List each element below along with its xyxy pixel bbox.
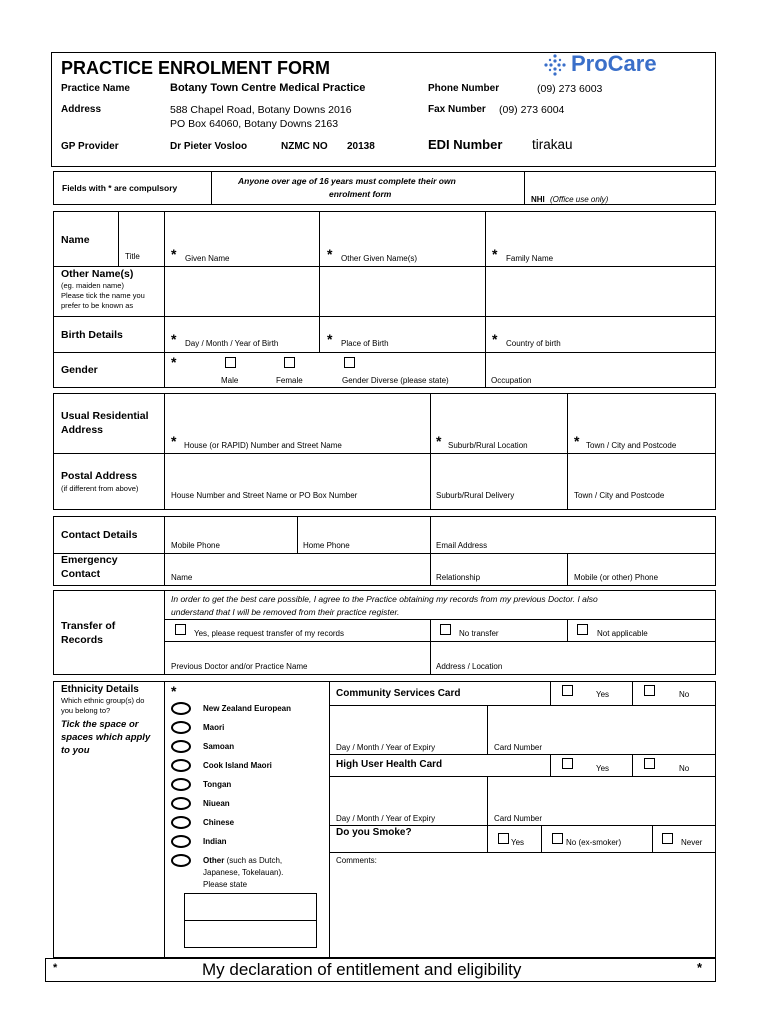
other-names-note1: (eg. maiden name) [61, 281, 124, 290]
divider [118, 211, 119, 266]
house-caption: House (or RAPID) Number and Street Name [184, 441, 342, 450]
address-line2: PO Box 64060, Botany Downs 2163 [170, 118, 339, 130]
other-names-note2: Please tick the name you [61, 291, 145, 300]
divider [524, 171, 525, 205]
birth-details-label: Birth Details [61, 329, 123, 341]
gender-label: Gender [61, 364, 98, 376]
csc-yes-checkbox[interactable] [562, 685, 573, 696]
divider [164, 516, 165, 586]
divider [567, 553, 568, 586]
divider [487, 705, 488, 754]
divider [53, 553, 716, 554]
smoke-never-caption: Never [681, 838, 703, 847]
hu-yes-caption: Yes [596, 764, 610, 773]
transfer-na-checkbox[interactable] [577, 624, 588, 635]
occupation-caption: Occupation [491, 376, 532, 385]
email-caption: Email Address [436, 541, 488, 550]
gp-name: Dr Pieter Vosloo [170, 141, 248, 152]
smoke-no-caption: No (ex-smoker) [566, 838, 622, 847]
csc-label: Community Services Card [336, 688, 461, 699]
ethnicity-option-label: Niuean [203, 799, 230, 808]
divider [550, 754, 551, 776]
ethnicity-tick-line2: spaces which apply [61, 732, 151, 743]
town-caption: Town / City and Postcode [586, 441, 677, 450]
declaration-title: My declaration of entitlement and eligibility [202, 960, 522, 979]
residential-label2: Address [61, 424, 104, 436]
ethnicity-other-word: Other [203, 856, 225, 865]
comments-caption: Comments: [336, 856, 377, 865]
ethnicity-option-radio[interactable] [171, 835, 191, 848]
transfer-yes-caption: Yes, please request transfer of my records [194, 629, 344, 638]
transfer-no-checkbox[interactable] [440, 624, 451, 635]
emergency-label1: Emergency [61, 554, 118, 566]
comments-area[interactable] [330, 865, 715, 957]
asterisk-cob: * [492, 331, 498, 347]
ethnicity-option-radio[interactable] [171, 759, 191, 772]
ethnicity-tick-line3: to you [61, 745, 90, 756]
suburb-caption: Suburb/Rural Location [448, 441, 528, 450]
divider [329, 852, 716, 853]
postal-label: Postal Address [61, 470, 138, 482]
csc-no-caption: No [679, 690, 690, 699]
name-section [53, 211, 716, 388]
postal-town-caption: Town / City and Postcode [574, 491, 665, 500]
csc-card-number-caption: Card Number [494, 743, 543, 752]
asterisk-pob: * [327, 331, 333, 347]
transfer-na-caption: Not applicable [597, 629, 648, 638]
divider [329, 776, 716, 777]
gp-label: GP Provider [61, 141, 119, 152]
residential-label1: Usual Residential [61, 410, 149, 422]
hu-label: High User Health Card [336, 759, 443, 770]
divider [541, 825, 542, 852]
ethnicity-tick-line1: Tick the space or [61, 719, 139, 730]
male-caption: Male [221, 376, 239, 385]
hu-no-checkbox[interactable] [644, 758, 655, 769]
divider [164, 590, 165, 675]
divider [430, 516, 431, 586]
asterisk-given: * [171, 246, 177, 262]
ethnicity-option-label: Tongan [203, 780, 232, 789]
smoke-no-checkbox[interactable] [552, 833, 563, 844]
divider [329, 825, 716, 826]
other-names-label: Other Name(s) [61, 268, 134, 280]
emergency-mobile-caption: Mobile (or other) Phone [574, 573, 659, 582]
ethnicity-option-label: Chinese [203, 818, 235, 827]
ethnicity-option-radio[interactable] [171, 721, 191, 734]
smoke-yes-caption: Yes [511, 838, 525, 847]
divider [53, 316, 716, 317]
ethnicity-label: Ethnicity Details [61, 684, 139, 695]
postal-house-caption: House Number and Street Name or PO Box Number [171, 491, 358, 500]
divider [550, 681, 551, 705]
gender-diverse-checkbox[interactable] [344, 357, 355, 368]
given-name-caption: Given Name [185, 254, 230, 263]
female-caption: Female [276, 376, 303, 385]
compulsory-note: Fields with * are compulsory [62, 183, 178, 193]
logo-text: ProCare [571, 51, 657, 76]
postal-suburb-caption: Suburb/Rural Delivery [436, 491, 515, 500]
pob-caption: Place of Birth [341, 339, 389, 348]
asterisk-gender: * [171, 354, 177, 370]
divider [164, 393, 165, 510]
transfer-label2: Records [61, 634, 104, 646]
asterisk-town: * [574, 433, 580, 449]
divider [567, 393, 568, 510]
home-phone-caption: Home Phone [303, 541, 350, 550]
asterisk-ethnicity: * [171, 683, 177, 699]
postal-note: (if different from above) [61, 484, 139, 493]
hu-yes-checkbox[interactable] [562, 758, 573, 769]
divider [297, 516, 298, 553]
divider [567, 619, 568, 641]
ethnicity-other-input-2[interactable] [184, 920, 317, 948]
divider [632, 681, 633, 705]
transfer-no-caption: No transfer [459, 629, 499, 638]
ethnicity-other-note3: Please state [203, 880, 248, 889]
fax-value: (09) 273 6004 [499, 104, 565, 116]
name-label: Name [61, 234, 90, 246]
ethnicity-option-label: Samoan [203, 742, 235, 751]
phone-value: (09) 273 6003 [537, 83, 603, 95]
smoke-never-checkbox[interactable] [662, 833, 673, 844]
divider [632, 754, 633, 776]
divider [329, 705, 716, 706]
cob-caption: Country of birth [506, 339, 561, 348]
asterisk-house: * [171, 433, 177, 449]
asterisk-dob: * [171, 331, 177, 347]
fax-label: Fax Number [428, 104, 486, 115]
ethnicity-option-radio[interactable] [171, 702, 191, 715]
practice-name-value: Botany Town Centre Medical Practice [170, 82, 366, 94]
female-checkbox[interactable] [284, 357, 295, 368]
address-line1: 588 Chapel Road, Botany Downs 2016 [170, 104, 352, 116]
edi-label: EDI Number [428, 137, 503, 152]
family-name-caption: Family Name [506, 254, 554, 263]
dob-caption: Day / Month / Year of Birth [185, 339, 279, 348]
other-names-note3: prefer to be known as [61, 301, 134, 310]
divider [487, 825, 488, 852]
csc-no-checkbox[interactable] [644, 685, 655, 696]
ethnicity-other-note2: Japanese, Tokelauan). [203, 868, 284, 877]
asterisk-suburb: * [436, 433, 442, 449]
procare-logo-icon [542, 52, 568, 78]
nhi-note: (Office use only) [550, 195, 609, 204]
divider [319, 211, 320, 352]
phone-label: Phone Number [428, 83, 500, 94]
ethnicity-other-label [203, 856, 282, 865]
divider [164, 681, 165, 958]
ethnicity-option-radio[interactable] [171, 797, 191, 810]
emergency-label2: Contact [61, 568, 101, 580]
divider [53, 266, 716, 267]
mobile-caption: Mobile Phone [171, 541, 220, 550]
male-checkbox[interactable] [225, 357, 236, 368]
emergency-relationship-caption: Relationship [436, 573, 481, 582]
ethnicity-note1: Which ethnic group(s) do [61, 696, 145, 705]
practice-name-label: Practice Name [61, 83, 130, 94]
ethnicity-option-radio[interactable] [171, 740, 191, 753]
csc-expiry-caption: Day / Month / Year of Expiry [336, 743, 436, 752]
ethnicity-option-label: Cook Island Maori [203, 761, 272, 770]
transfer-consent-line2: understand that I will be removed from their practice register. [171, 607, 400, 617]
age-note-line1: Anyone over age of 16 years must complete their own [238, 176, 456, 186]
divider [53, 453, 716, 454]
divider [164, 641, 716, 642]
nhi-label: NHI [531, 195, 545, 204]
hu-card-number-caption: Card Number [494, 814, 543, 823]
other-given-caption: Other Given Name(s) [341, 254, 418, 263]
csc-yes-caption: Yes [596, 690, 610, 699]
ethnicity-option-label: Maori [203, 723, 225, 732]
age-note-line2: enrolment form [329, 189, 392, 199]
divider [164, 211, 165, 388]
address-label: Address [61, 104, 102, 115]
asterisk-family: * [492, 246, 498, 262]
divider [329, 754, 716, 755]
transfer-label1: Transfer of [61, 620, 116, 632]
emergency-name-caption: Name [171, 573, 193, 582]
transfer-consent-line1: In order to get the best care possible, I agree to the Practice obtaining my records from my previous Doctor. I also [171, 594, 598, 604]
nzmc-value: 20138 [347, 141, 375, 152]
previous-doctor-caption: Previous Doctor and/or Practice Name [171, 662, 308, 671]
smoke-label: Do you Smoke? [336, 827, 412, 838]
hu-expiry-caption: Day / Month / Year of Expiry [336, 814, 436, 823]
ethnicity-other-input-1[interactable] [184, 893, 317, 921]
title-caption: Title [125, 252, 140, 261]
previous-address-caption: Address / Location [436, 662, 503, 671]
contact-details-label: Contact Details [61, 529, 138, 541]
gender-diverse-caption: Gender Diverse (please state) [342, 376, 449, 385]
ethnicity-option-radio[interactable] [171, 816, 191, 829]
divider [430, 619, 431, 675]
ethnicity-other-note1: (such as Dutch, [224, 856, 283, 865]
declaration-asterisk-left: * [53, 962, 58, 974]
declaration-asterisk-right: * [697, 960, 703, 975]
ethnicity-other-radio[interactable] [171, 854, 191, 867]
nzmc-label: NZMC NO [281, 141, 328, 152]
asterisk-other-given: * [327, 246, 333, 262]
ethnicity-option-label: Indian [203, 837, 227, 846]
hu-no-caption: No [679, 764, 690, 773]
divider [485, 211, 486, 388]
smoke-yes-checkbox[interactable] [498, 833, 509, 844]
divider [53, 352, 716, 353]
edi-value: tirakau [532, 137, 573, 152]
divider [211, 171, 212, 205]
divider [487, 776, 488, 825]
ethnicity-option-radio[interactable] [171, 778, 191, 791]
transfer-yes-checkbox[interactable] [175, 624, 186, 635]
page-title: PRACTICE ENROLMENT FORM [61, 58, 330, 78]
ethnicity-note2: you belong to? [61, 706, 111, 715]
divider [164, 619, 716, 620]
divider [652, 825, 653, 852]
divider [430, 393, 431, 510]
ethnicity-option-label: New Zealand European [203, 704, 292, 713]
